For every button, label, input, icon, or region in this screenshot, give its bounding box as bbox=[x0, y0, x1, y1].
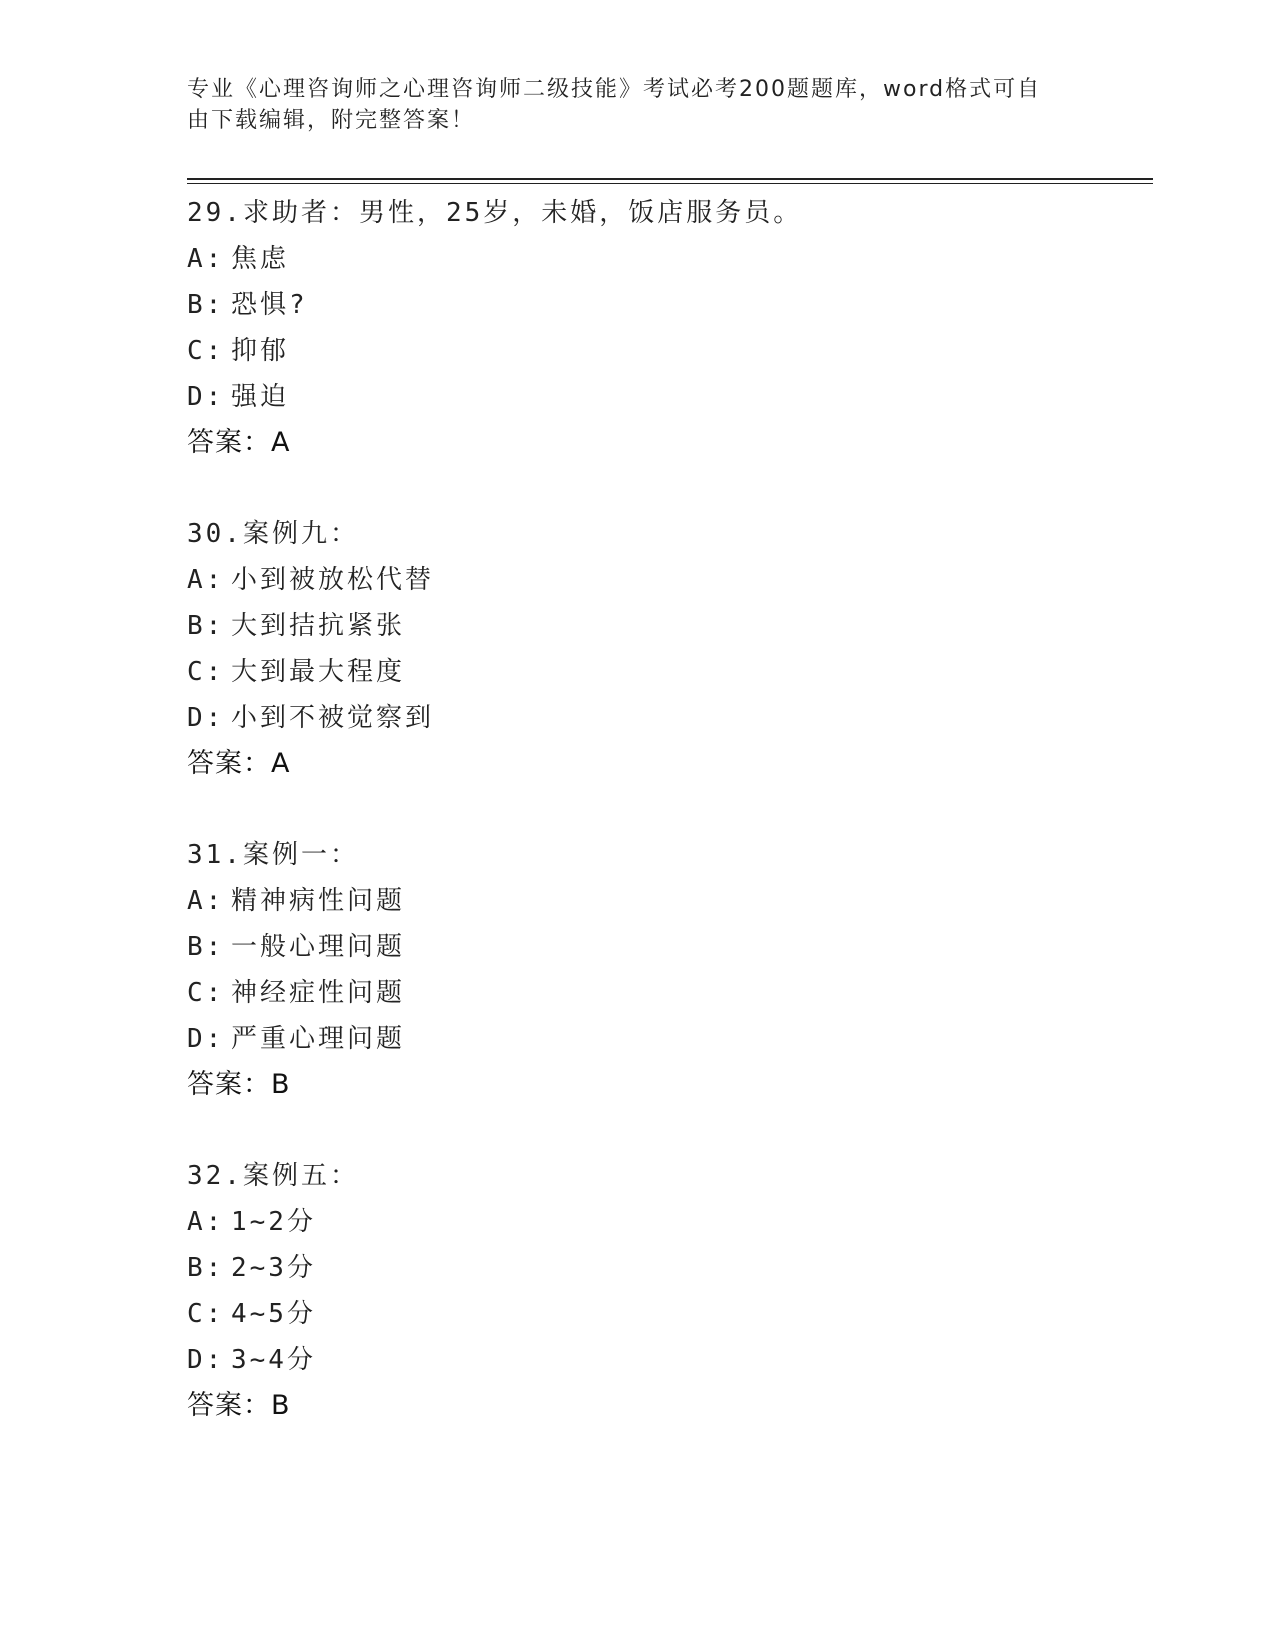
option-c bbox=[187, 970, 1153, 1016]
header-line-2: 由下载编辑，附完整答案！ bbox=[187, 108, 476, 133]
option-label: A: bbox=[187, 1207, 225, 1237]
option-text: 恐惧? bbox=[231, 290, 308, 320]
header-divider-thick bbox=[187, 178, 1153, 180]
answer: 答案：A bbox=[187, 748, 291, 779]
option-d bbox=[187, 1016, 1153, 1062]
option-b bbox=[187, 282, 1153, 328]
option-a bbox=[187, 236, 1153, 282]
option-text: 1~2分 bbox=[231, 1207, 316, 1237]
option-label: B: bbox=[187, 1253, 225, 1283]
option-text: 4~5分 bbox=[231, 1299, 316, 1329]
option-text: 大到拮抗紧张 bbox=[231, 611, 406, 641]
option-a bbox=[187, 878, 1153, 924]
option-a bbox=[187, 557, 1153, 603]
option-c bbox=[187, 649, 1153, 695]
option-text: 小到被放松代替 bbox=[231, 565, 435, 595]
option-label: C: bbox=[187, 336, 225, 366]
answer: 答案：B bbox=[187, 1069, 291, 1100]
answer: 答案：B bbox=[187, 1390, 291, 1421]
option-label: B: bbox=[187, 932, 225, 962]
option-text: 2~3分 bbox=[231, 1253, 316, 1283]
option-d bbox=[187, 374, 1153, 420]
option-text: 抑郁 bbox=[231, 336, 290, 366]
answer: 答案：A bbox=[187, 427, 291, 458]
option-label: C: bbox=[187, 657, 225, 687]
option-text: 焦虑 bbox=[231, 244, 290, 274]
question-stem: 32.案例五： bbox=[187, 1161, 359, 1191]
option-text: 神经症性问题 bbox=[231, 978, 406, 1008]
option-label: A: bbox=[187, 565, 225, 595]
question-stem: 29.求助者：男性，25岁，未婚，饭店服务员。 bbox=[187, 198, 803, 228]
option-text: 小到不被觉察到 bbox=[231, 703, 435, 733]
option-label: B: bbox=[187, 611, 225, 641]
question-30 bbox=[187, 511, 1153, 787]
option-text: 一般心理问题 bbox=[231, 932, 406, 962]
option-b bbox=[187, 924, 1153, 970]
option-b bbox=[187, 603, 1153, 649]
header-divider-thin bbox=[187, 183, 1153, 184]
option-label: C: bbox=[187, 978, 225, 1008]
question-31 bbox=[187, 832, 1153, 1108]
question-stem: 30.案例九： bbox=[187, 519, 359, 549]
option-a bbox=[187, 1199, 1153, 1245]
option-label: D: bbox=[187, 1345, 225, 1375]
option-label: D: bbox=[187, 703, 225, 733]
option-label: D: bbox=[187, 382, 225, 412]
question-32 bbox=[187, 1153, 1153, 1429]
option-text: 精神病性问题 bbox=[231, 886, 406, 916]
option-label: A: bbox=[187, 244, 225, 274]
question-29 bbox=[187, 190, 1153, 466]
option-b bbox=[187, 1245, 1153, 1291]
option-label: B: bbox=[187, 290, 225, 320]
document-header bbox=[187, 74, 1067, 136]
question-stem: 31.案例一： bbox=[187, 840, 359, 870]
option-d bbox=[187, 1337, 1153, 1383]
option-label: D: bbox=[187, 1024, 225, 1054]
option-text: 严重心理问题 bbox=[231, 1024, 406, 1054]
option-text: 3~4分 bbox=[231, 1345, 316, 1375]
option-d bbox=[187, 695, 1153, 741]
option-label: A: bbox=[187, 886, 225, 916]
header-line-1: 专业《心理咨询师之心理咨询师二级技能》考试必考200题题库，word格式可自 bbox=[187, 77, 1042, 102]
option-c bbox=[187, 328, 1153, 374]
option-label: C: bbox=[187, 1299, 225, 1329]
option-c bbox=[187, 1291, 1153, 1337]
option-text: 大到最大程度 bbox=[231, 657, 406, 687]
option-text: 强迫 bbox=[231, 382, 290, 412]
question-list bbox=[187, 190, 1153, 1429]
